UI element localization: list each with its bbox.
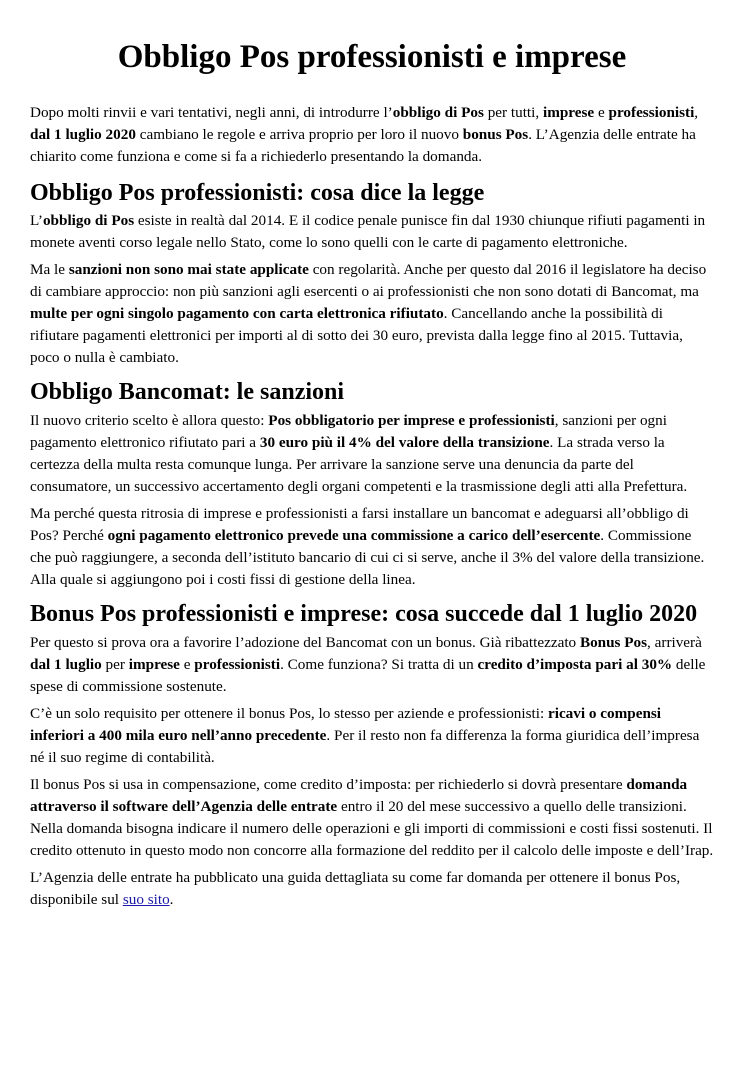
text-span: C’è un solo requisito per ottenere il bonus Pos, lo stesso per aziende e professionisti:	[30, 704, 548, 722]
text-span: .	[169, 890, 174, 908]
paragraph	[30, 867, 714, 911]
bold-span: obbligo di Pos	[42, 212, 135, 230]
paragraph	[30, 503, 714, 591]
text-span: per	[101, 655, 129, 673]
text-span: cambiano le regole e arriva proprio per loro il nuovo	[135, 125, 463, 143]
text-span: Per questo si prova ora a favorire l’adozione del Bancomat con un bonus. Già ribattezzato	[30, 633, 580, 651]
text-span: . Per il resto non fa differenza la forma giuridica dell’impresa né il suo regime di contabilità.	[30, 726, 700, 766]
bold-span: ogni pagamento elettronico prevede una commissione a carico dell’esercente	[107, 527, 601, 545]
bold-span: bonus Pos	[462, 125, 529, 143]
bold-span: ricavi o compensi inferiori a 400 mila euro nell’anno precedente	[30, 704, 662, 744]
text-span: per tutti,	[483, 103, 543, 121]
text-span: Ma le	[30, 261, 69, 279]
text-span: . Commissione che può raggiungere, a seconda dell’istituto bancario di cui ci si serve, anche il 3% del valore della transizione. Alla quale si aggiungono poi i costi fissi di gestione della linea.	[30, 527, 705, 589]
text-span: . Cancellando anche la possibilità di rifiutare pagamenti elettronici per importi al di sotto dei 30 euro, prevista dalla legge fino al 2015. Tuttavia, poco o nulla è cambiato.	[30, 305, 683, 367]
section-heading: Bonus Pos professionisti e imprese: cosa succede dal 1 luglio 2020	[30, 601, 698, 628]
section-sanzioni	[30, 378, 714, 591]
text-span: Ma perché questa ritrosia di imprese e professionisti a farsi installare un bancomat e adeguarsi all’obbligo di Pos? Perché	[30, 505, 689, 545]
bold-span: sanzioni non sono mai state applicate	[68, 261, 309, 279]
text-span: L’	[30, 212, 43, 230]
text-span: . Come funziona? Si tratta di un	[280, 655, 478, 673]
paragraph	[30, 774, 714, 862]
agenzia-site-link[interactable]: suo sito	[122, 890, 170, 908]
text-span: , arriverà	[647, 633, 702, 651]
text-span: ,	[694, 103, 699, 121]
text-span: entro il 20 del mese successivo a quello delle transizioni. Nella domanda bisogna indicare il numero delle operazioni e gli importi di commissioni e costi fissi sostenuti. Il credito ottenuto in questo modo non concorre alla formazione del reddito per il calcolo delle imposte e dell’Irap.	[30, 797, 714, 859]
intro-paragraph	[30, 102, 714, 168]
bold-span: credito d’imposta pari al 30%	[477, 655, 673, 673]
paragraph	[30, 632, 714, 698]
section-heading: Obbligo Bancomat: le sanzioni	[30, 379, 345, 406]
text-span: e	[179, 655, 195, 673]
page-title: Obbligo Pos professionisti e imprese	[117, 39, 627, 75]
bold-span: Bonus Pos	[579, 633, 648, 651]
bold-span: imprese	[542, 103, 595, 121]
text-span: delle spese di commissione sostenute.	[30, 655, 706, 695]
paragraph	[30, 703, 714, 769]
bold-span: dal 1 luglio	[30, 655, 102, 673]
bold-span: dal 1 luglio 2020	[30, 125, 136, 143]
text-span: con regolarità. Anche per questo dal 2016 il legislatore ha deciso di cambiare approccio: non più sanzioni agli esercenti o ai professionisti che non sono dotati di Bancomat, ma	[30, 261, 707, 301]
text-span: e	[594, 103, 609, 121]
bold-span: 30 euro più il 4% del valore della transizione	[259, 434, 550, 452]
bold-span: obbligo di Pos	[392, 103, 484, 121]
bold-span: professionisti	[608, 103, 695, 121]
text-span: Il bonus Pos si usa in compensazione, come credito d’imposta: per richiederlo si dovrà presentare	[30, 775, 627, 793]
paragraph	[30, 410, 714, 498]
text-span: . La strada verso la certezza della multa resta comunque lunga. Per arrivare la sanzione serve una denuncia da parte del consumatore, un successivo accertamento degli organi competenti e la trasmissione degli atti alla Prefettura.	[30, 434, 688, 496]
section-heading: Obbligo Pos professionisti: cosa dice la legge	[30, 179, 485, 206]
text-span: Dopo molti rinvii e vari tentativi, negli anni, di introdurre l’	[30, 103, 393, 121]
bold-span: domanda attraverso il software dell’Agenzia delle entrate	[30, 775, 688, 815]
text-span: , sanzioni per ogni pagamento elettronico rifiutato pari a	[30, 412, 667, 452]
bold-span: imprese	[128, 655, 180, 673]
text-span: . L’Agenzia delle entrate ha chiarito come funziona e come si fa a richiederlo presentando la domanda.	[30, 125, 696, 165]
paragraph	[30, 259, 714, 369]
bold-span: Pos obbligatorio per imprese e professionisti	[268, 412, 555, 430]
text-span: esiste in realtà dal 2014. E il codice penale punisce fin dal 1930 chiunque rifiuti pagamenti in monete aventi corso legale nello Stato, come lo sono quelli con le carte di pagamento elettroniche.	[30, 212, 706, 252]
text-span: Il nuovo criterio scelto è allora questo:	[30, 412, 269, 430]
paragraph	[30, 210, 714, 254]
section-legge	[30, 179, 714, 370]
intro-section	[30, 102, 714, 168]
bold-span: multe per ogni singolo pagamento con carta elettronica rifiutato	[30, 305, 444, 323]
section-bonus	[30, 600, 714, 911]
text-span: L’Agenzia delle entrate ha pubblicato una guida dettagliata su come far domanda per ottenere il bonus Pos, disponibile sul	[30, 868, 681, 908]
bold-span: professionisti	[194, 655, 281, 673]
